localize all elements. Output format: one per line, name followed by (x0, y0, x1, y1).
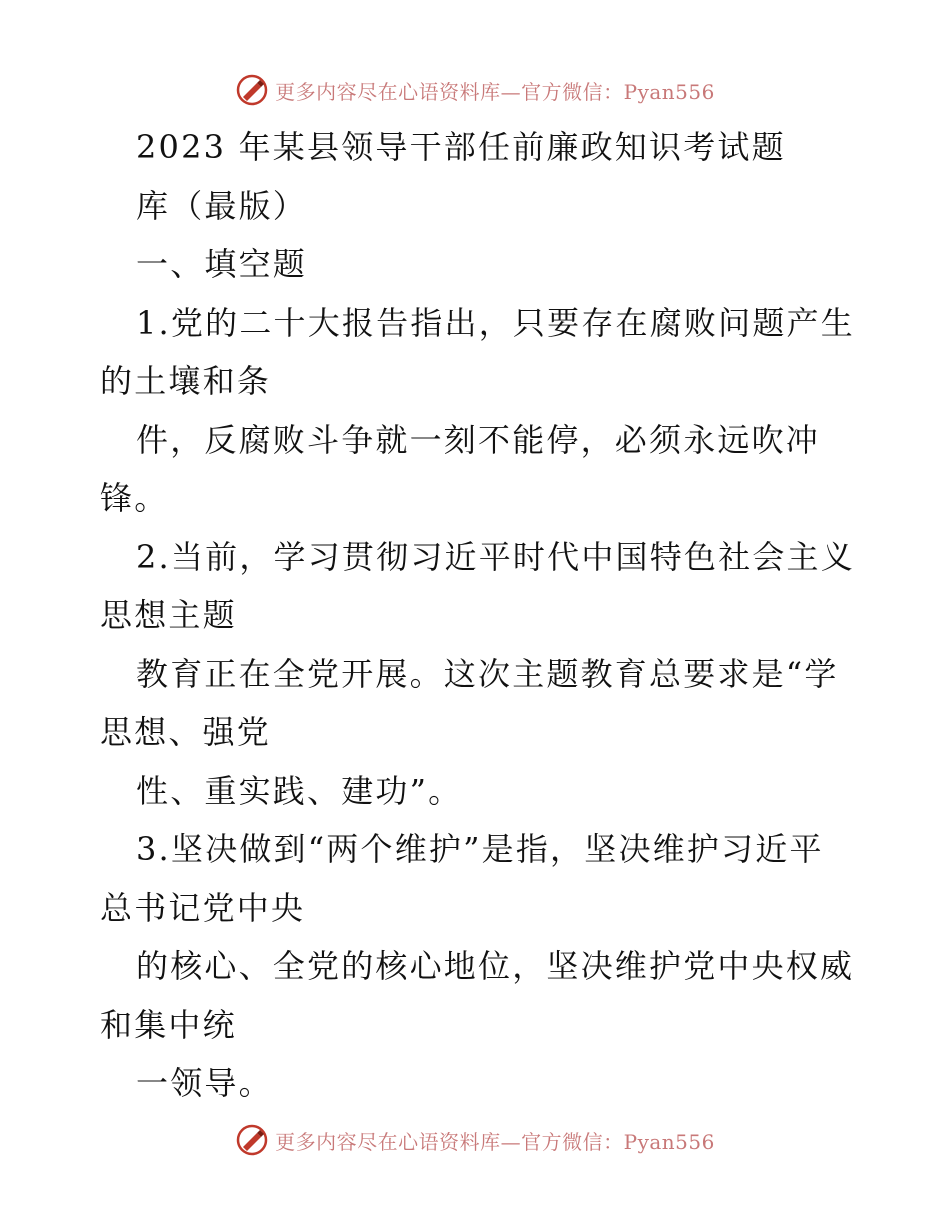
text-line: 的土壤和条 (100, 362, 272, 400)
section-heading: 一、填空题 (136, 245, 308, 283)
banner-text (275, 76, 715, 105)
banner-wechat-id: Pyan556 (623, 1129, 715, 1154)
pen-circle-logo-icon (235, 73, 269, 107)
text-line: 1.党的二十大报告指出，只要存在腐败问题产生 (136, 303, 855, 342)
banner-dash: — (500, 1129, 522, 1154)
header-watermark-banner (0, 70, 950, 110)
banner-wechat-label: 官方微信： (521, 1129, 624, 1154)
doc-title-line-1: 2023 年某县领导干部任前廉政知识考试题 (136, 128, 786, 166)
banner-wechat-label: 官方微信： (521, 79, 624, 104)
text-line: 总书记党中央 (100, 888, 306, 927)
text-line: 思想主题 (100, 596, 237, 634)
banner-text (275, 1126, 715, 1155)
doc-title-line-2: 库（最版） (136, 186, 308, 225)
text-line: 锋。 (100, 479, 169, 517)
banner-site-text: 更多内容尽在心语资料库 (275, 1129, 501, 1154)
pen-circle-logo-icon (235, 1123, 269, 1157)
text-line: 和集中统 (100, 1005, 237, 1044)
text-line: 2.当前，学习贯彻习近平时代中国特色社会主义 (136, 537, 855, 576)
text-line: 件，反腐败斗争就一刻不能停，必须永远吹冲 (136, 420, 821, 459)
text-line: 的核心、全党的核心地位，坚决维护党中央权威 (136, 947, 855, 985)
text-line: 3.坚决做到“两个维护”是指，坚决维护习近平 (136, 830, 824, 868)
footer-watermark-banner (0, 1120, 950, 1160)
text-line: 教育正在全党开展。这次主题教育总要求是“学 (136, 654, 839, 693)
text-line: 思想、强党 (100, 713, 272, 751)
banner-site-text: 更多内容尽在心语资料库 (275, 79, 501, 104)
banner-wechat-id: Pyan556 (623, 79, 715, 104)
text-line: 一领导。 (136, 1064, 273, 1102)
banner-dash: — (500, 79, 522, 104)
document-body (100, 118, 860, 1113)
text-line: 性、重实践、建功”。 (136, 771, 463, 810)
